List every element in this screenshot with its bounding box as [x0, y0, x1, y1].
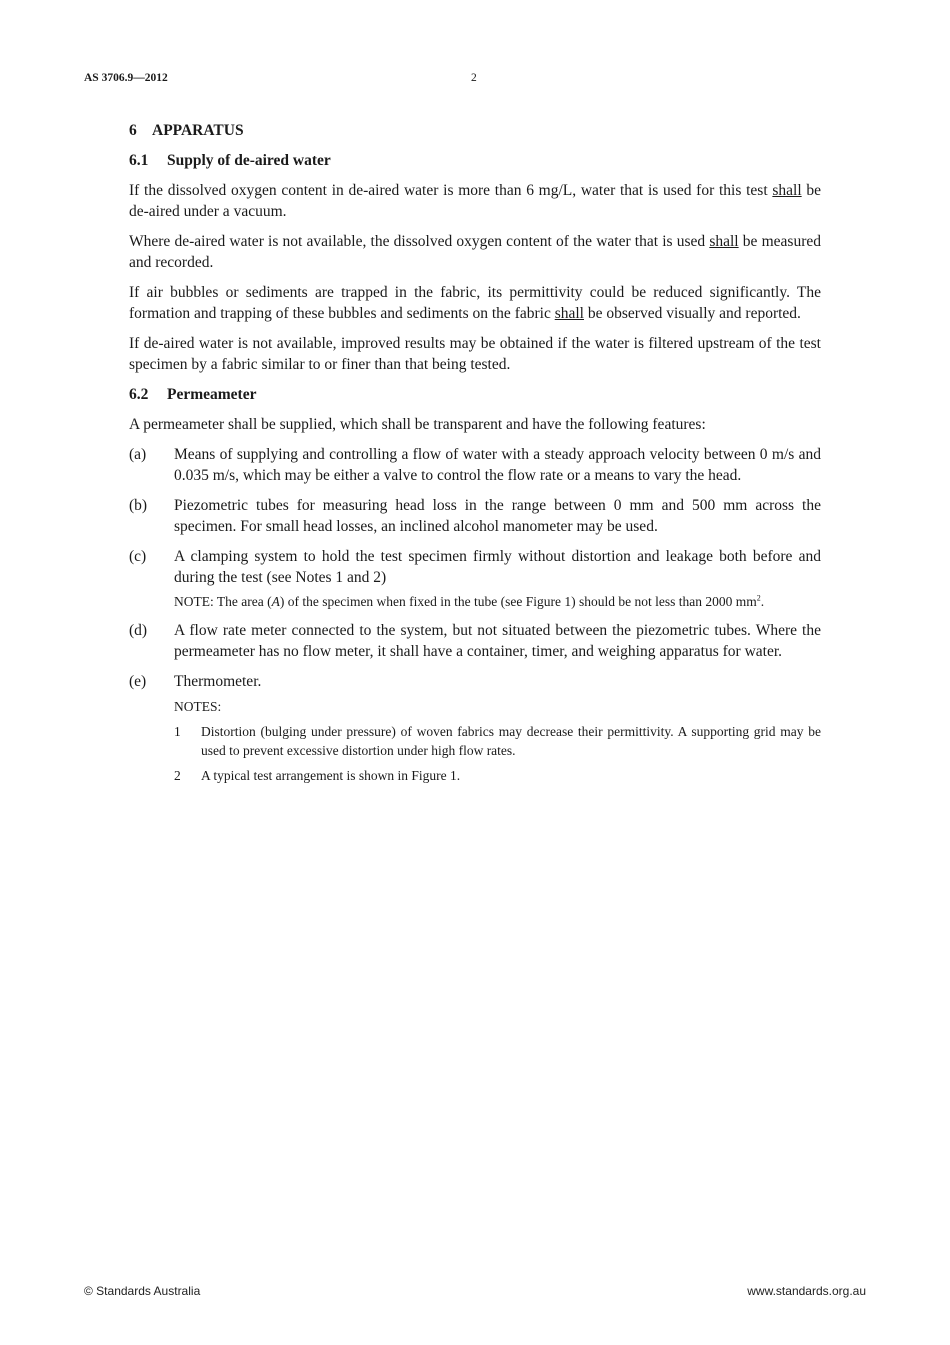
list-item-text: A flow rate meter connected to the system, but not situated between the piezometric tubes. Where the permeameter has no flow meter, it shall have a container, timer, and weighing apparatus for water. — [174, 622, 821, 660]
list-item-text: Thermometer. — [174, 673, 262, 690]
list-item-text: Means of supplying and controlling a flow of water with a steady approach velocity between 0 m/s and 0.035 m/s, which may be either a valve to control the flow rate or a means to vary the head. — [174, 446, 821, 484]
subsection-heading-supply — [129, 150, 821, 171]
shall-keyword: shall — [554, 305, 584, 322]
list-item-a — [129, 444, 821, 486]
paragraph-air-bubbles: If air bubbles or sediments are trapped in the fabric, its permittivity could be reduced significantly. The formation and trapping of these bubbles and sediments on the fabric shall be observed visually and reported. — [129, 284, 821, 322]
list-item-c — [129, 546, 821, 588]
subsection-title: Supply of de-aired water — [167, 152, 331, 169]
list-item-e — [129, 671, 821, 692]
item-c-note: NOTE: The area (A) of the specimen when fixed in the tube (see Figure 1) should be not less than 2000 $mm^2$. — [174, 593, 765, 609]
list-item-d — [129, 620, 821, 662]
section-number: 6 — [129, 122, 137, 139]
paragraph-permeameter-intro: A permeameter shall be supplied, which shall be transparent and have the following features: — [129, 416, 706, 433]
list-marker: (a) — [129, 446, 147, 463]
section-title: APPARATUS — [152, 122, 244, 139]
shall-keyword: shall — [772, 182, 802, 199]
subsection-heading-permeameter — [129, 384, 821, 405]
page-footer — [84, 1284, 866, 1300]
list-marker: (b) — [129, 497, 148, 514]
list-marker: (e) — [129, 673, 147, 690]
area-symbol: A — [271, 594, 280, 609]
list-item-b — [129, 495, 821, 537]
copyright-notice: © Standards Australia — [84, 1284, 201, 1298]
page-number: 2 — [471, 72, 477, 84]
website-link[interactable]: www.standards.org.au — [747, 1284, 866, 1298]
page-header — [84, 72, 866, 90]
list-item-text: Piezometric tubes for measuring head loss in the range between 0 mm and 500 mm across the specimen. For small head losses, an inclined alcohol manometer may be used. — [174, 497, 821, 535]
shall-keyword: shall — [709, 233, 739, 250]
document-id: AS 3706.9—2012 — [84, 72, 168, 84]
note-text: Distortion (bulging under pressure) of woven fabrics may decrease their permittivity. A supporting grid may be used to prevent excessive distortion under high flow rates. — [201, 724, 821, 758]
paragraph-not-available: Where de-aired water is not available, the dissolved oxygen content of the water that is used shall be measured and recorded. — [129, 233, 821, 271]
note-entry-2 — [174, 766, 821, 785]
paragraph-dissolved-oxygen: If the dissolved oxygen content in de-aired water is more than 6 mg/L, water that is used for this test shall be de-aired under a vacuum. — [129, 182, 821, 220]
list-marker: (c) — [129, 548, 147, 565]
paragraph-filtered: If de-aired water is not available, improved results may be obtained if the water is filtered upstream of the test specimen by a fabric similar to or finer than that being tested. — [129, 335, 821, 373]
note-entry-1 — [174, 722, 821, 760]
section-heading — [129, 120, 821, 141]
document-body — [129, 120, 821, 791]
note-text: A typical test arrangement is shown in Figure 1. — [201, 768, 461, 783]
subsection-number: 6.2 — [129, 386, 149, 403]
note-number: 1 — [174, 724, 181, 739]
list-item-text: A clamping system to hold the test specimen firmly without distortion and leakage both before and during the test (see Notes 1 and 2) — [174, 548, 821, 586]
note-number: 2 — [174, 768, 181, 783]
subsection-number: 6.1 — [129, 152, 149, 169]
subsection-title: Permeameter — [167, 386, 257, 403]
list-marker: (d) — [129, 622, 148, 639]
superscript: 2 — [756, 593, 761, 603]
notes-label: NOTES: — [174, 699, 222, 714]
